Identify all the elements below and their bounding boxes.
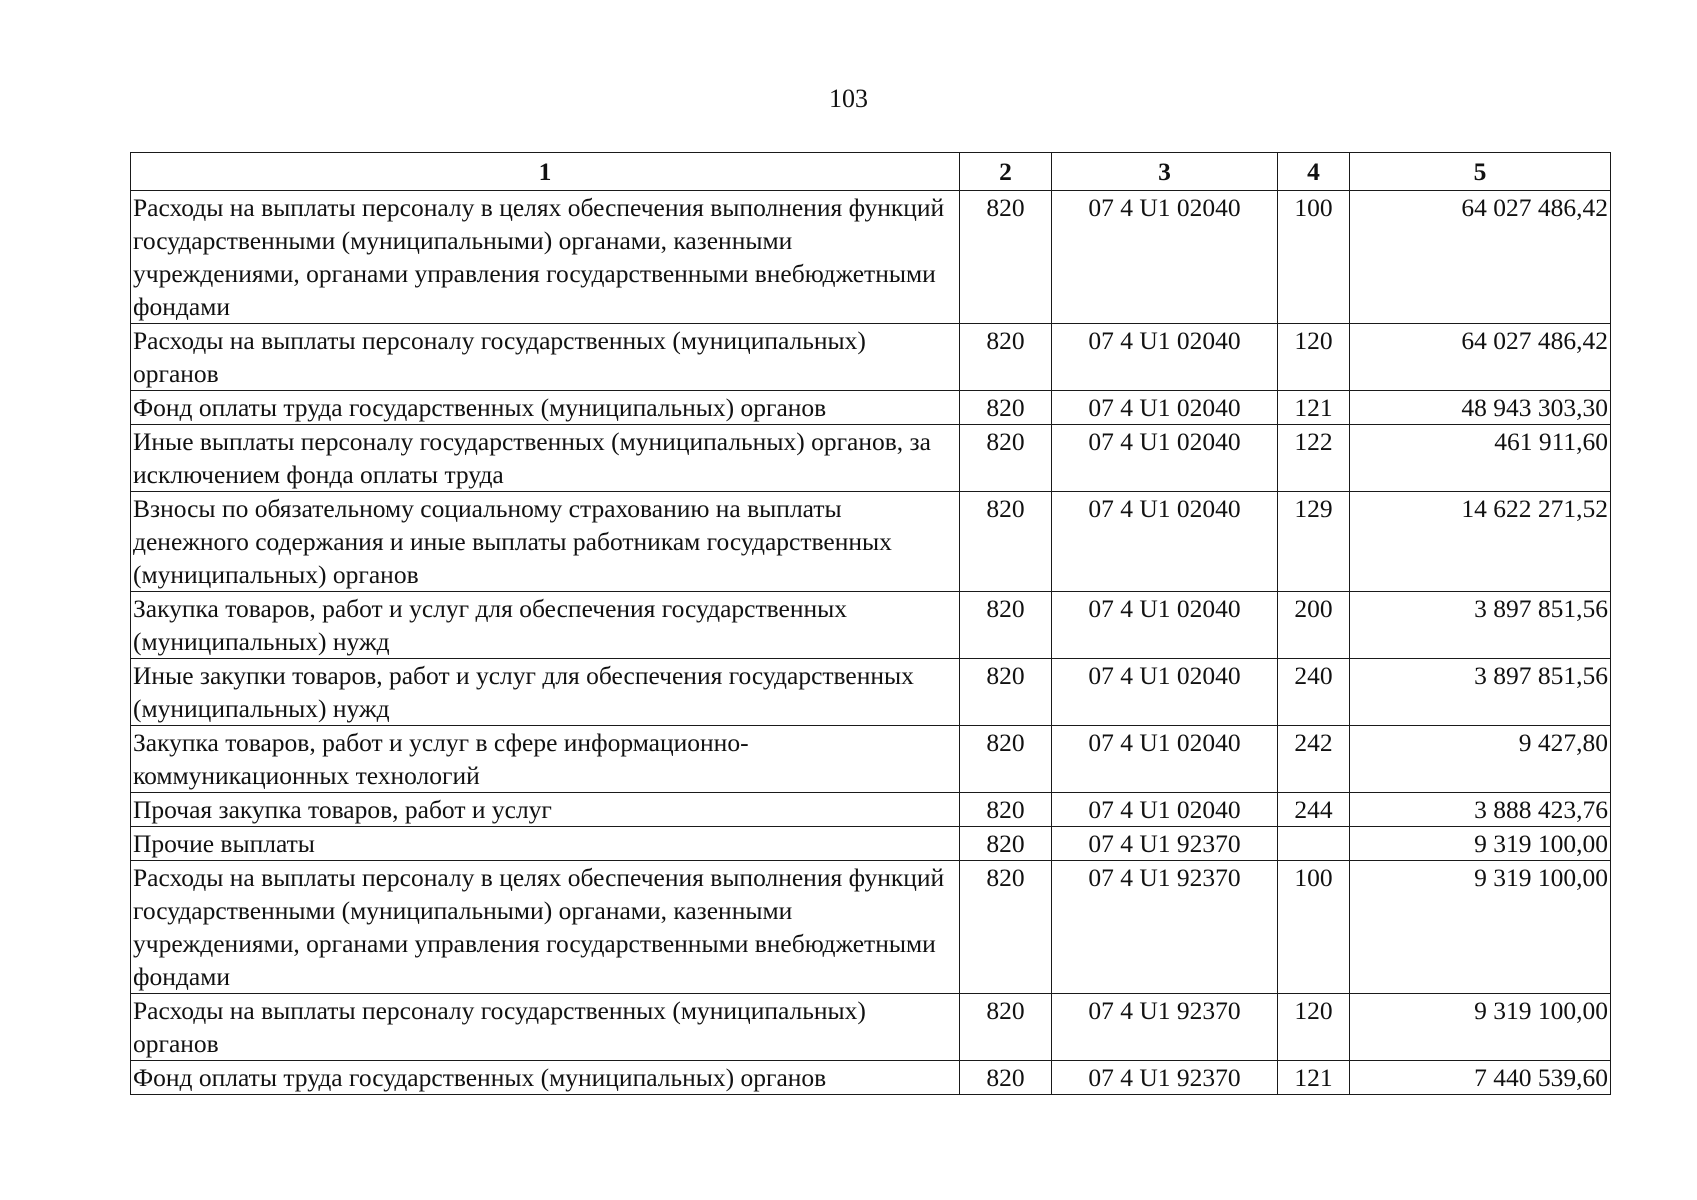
expense-type-cell: 121 [1278,391,1350,425]
expense-name-cell: Иные закупки товаров, работ и услуг для обеспечения государственных (муниципальных) нужд [131,659,960,726]
department-code-cell: 820 [960,391,1052,425]
department-code-cell: 820 [960,994,1052,1061]
target-article-cell: 07 4 U1 02040 [1052,592,1278,659]
expense-type-cell: 120 [1278,994,1350,1061]
table-row [131,659,1611,726]
department-code-cell: 820 [960,1061,1052,1095]
table-row [131,793,1611,827]
department-code-cell: 820 [960,492,1052,592]
column-header-2: 2 [960,153,1052,191]
amount-cell: 9 319 100,00 [1350,861,1611,994]
table-row [131,592,1611,659]
table-row [131,827,1611,861]
page-number: 103 [829,84,868,113]
budget-table [130,152,1611,1095]
expense-type-cell: 240 [1278,659,1350,726]
expense-name-cell: Расходы на выплаты персоналу государственных (муниципальных) органов [131,994,960,1061]
table-body [131,191,1611,1095]
target-article-cell: 07 4 U1 02040 [1052,793,1278,827]
expense-name-cell: Закупка товаров, работ и услуг в сфере информационно-коммуникационных технологий [131,726,960,793]
amount-cell: 461 911,60 [1350,425,1611,492]
department-code-cell: 820 [960,191,1052,324]
target-article-cell: 07 4 U1 02040 [1052,659,1278,726]
table-row [131,191,1611,324]
target-article-cell: 07 4 U1 02040 [1052,324,1278,391]
expense-type-cell: 121 [1278,1061,1350,1095]
target-article-cell: 07 4 U1 92370 [1052,827,1278,861]
amount-cell: 9 427,80 [1350,726,1611,793]
target-article-cell: 07 4 U1 92370 [1052,994,1278,1061]
expense-name-cell: Расходы на выплаты персоналу государственных (муниципальных) органов [131,324,960,391]
target-article-cell: 07 4 U1 02040 [1052,492,1278,592]
table-row [131,492,1611,592]
amount-cell: 14 622 271,52 [1350,492,1611,592]
expense-name-cell: Иные выплаты персоналу государственных (муниципальных) органов, за исключением фонда оплаты труда [131,425,960,492]
column-header-4: 4 [1278,153,1350,191]
amount-cell: 64 027 486,42 [1350,191,1611,324]
target-article-cell: 07 4 U1 02040 [1052,726,1278,793]
amount-cell: 64 027 486,42 [1350,324,1611,391]
expense-type-cell: 244 [1278,793,1350,827]
expense-name-cell: Прочие выплаты [131,827,960,861]
department-code-cell: 820 [960,659,1052,726]
department-code-cell: 820 [960,793,1052,827]
column-header-5: 5 [1350,153,1611,191]
expense-type-cell: 242 [1278,726,1350,793]
amount-cell: 48 943 303,30 [1350,391,1611,425]
expense-name-cell: Фонд оплаты труда государственных (муниципальных) органов [131,1061,960,1095]
expense-name-cell: Расходы на выплаты персоналу в целях обеспечения выполнения функций государственными (муниципальными) органами, казенными учреждениями, органами управления государственными внебюджетными фондами [131,191,960,324]
target-article-cell: 07 4 U1 92370 [1052,861,1278,994]
target-article-cell: 07 4 U1 02040 [1052,391,1278,425]
expense-name-cell: Прочая закупка товаров, работ и услуг [131,793,960,827]
expense-name-cell: Фонд оплаты труда государственных (муниципальных) органов [131,391,960,425]
expense-type-cell: 129 [1278,492,1350,592]
expense-name-cell: Закупка товаров, работ и услуг для обеспечения государственных (муниципальных) нужд [131,592,960,659]
amount-cell: 9 319 100,00 [1350,827,1611,861]
amount-cell: 9 319 100,00 [1350,994,1611,1061]
expense-type-cell: 200 [1278,592,1350,659]
expense-type-cell: 122 [1278,425,1350,492]
expense-type-cell: 100 [1278,191,1350,324]
column-header-3: 3 [1052,153,1278,191]
amount-cell: 3 888 423,76 [1350,793,1611,827]
department-code-cell: 820 [960,726,1052,793]
amount-cell: 3 897 851,56 [1350,592,1611,659]
table-row [131,425,1611,492]
department-code-cell: 820 [960,324,1052,391]
expense-name-cell: Взносы по обязательному социальному страхованию на выплаты денежного содержания и иные выплаты работникам государственных (муниципальных) органов [131,492,960,592]
expense-name-cell: Расходы на выплаты персоналу в целях обеспечения выполнения функций государственными (муниципальными) органами, казенными учреждениями, органами управления государственными внебюджетными фондами [131,861,960,994]
table-row [131,726,1611,793]
table-row [131,1061,1611,1095]
target-article-cell: 07 4 U1 92370 [1052,1061,1278,1095]
department-code-cell: 820 [960,425,1052,492]
department-code-cell: 820 [960,861,1052,994]
target-article-cell: 07 4 U1 02040 [1052,191,1278,324]
department-code-cell: 820 [960,827,1052,861]
table-row [131,994,1611,1061]
amount-cell: 7 440 539,60 [1350,1061,1611,1095]
expense-type-cell [1278,827,1350,861]
expense-type-cell: 120 [1278,324,1350,391]
amount-cell: 3 897 851,56 [1350,659,1611,726]
column-header-1: 1 [131,153,960,191]
table-row [131,324,1611,391]
expense-type-cell: 100 [1278,861,1350,994]
target-article-cell: 07 4 U1 02040 [1052,425,1278,492]
department-code-cell: 820 [960,592,1052,659]
table-row [131,861,1611,994]
table-row [131,391,1611,425]
table-header-row [131,153,1611,191]
